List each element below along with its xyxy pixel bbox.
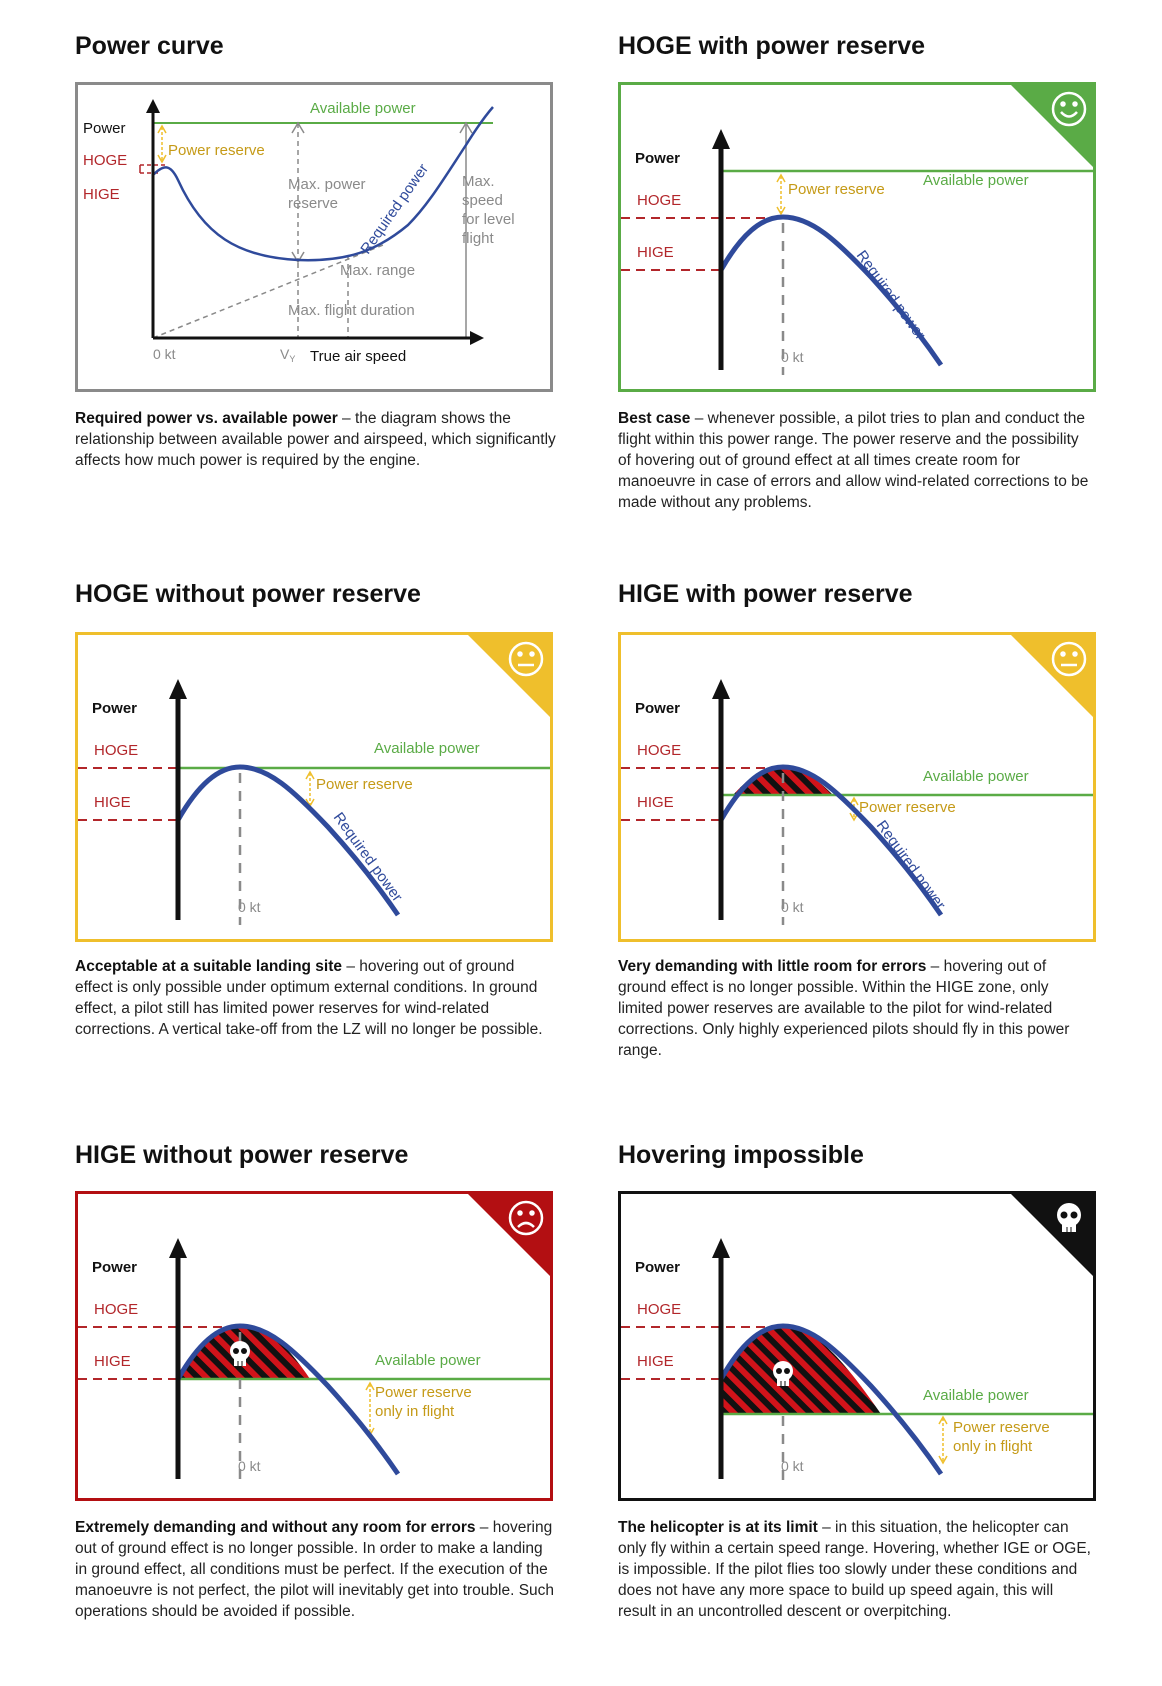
label-max-speed-1: Max. bbox=[462, 173, 495, 190]
label-available-power: Available power bbox=[923, 172, 1029, 189]
label-hige: HIGE bbox=[637, 1353, 674, 1370]
label-hoge: HOGE bbox=[637, 1301, 682, 1318]
label-zero-kt: 0 kt bbox=[781, 1458, 804, 1474]
panel-title: HOGE without power reserve bbox=[75, 580, 421, 608]
power-curve-diagram bbox=[78, 85, 550, 389]
label-available-power: Available power bbox=[374, 740, 480, 757]
label-power-reserve: Power reserve bbox=[316, 776, 413, 793]
label-hige: HIGE bbox=[83, 186, 120, 203]
label-hoge: HOGE bbox=[94, 1301, 139, 1318]
label-required-power: Required power bbox=[329, 809, 406, 906]
panel-hige-with-reserve bbox=[618, 580, 1098, 1059]
panel-title: Power curve bbox=[75, 32, 224, 60]
panel-description: The helicopter is at its limit – in this situation, the helicopter can only fly within a certain speed range. Hovering, whether IGE or OGE, is impossible. If the pilot flies too slowly under these conditions and does not have any more space to build up speed again, this will result in an uncontrolled descent or overpitching. bbox=[618, 1519, 1091, 1620]
hovering-impossible-diagram bbox=[621, 1194, 1093, 1498]
panel-hoge-with-reserve bbox=[618, 32, 1098, 512]
label-power: Power bbox=[83, 120, 126, 137]
label-required-power: Required power bbox=[852, 247, 929, 344]
required-power-curve bbox=[721, 217, 941, 365]
label-required-power: Required power bbox=[357, 160, 433, 258]
label-power: Power bbox=[635, 1259, 681, 1276]
label-hoge: HOGE bbox=[94, 742, 139, 759]
hoge-without-reserve-diagram bbox=[78, 635, 550, 939]
diagram-frame bbox=[618, 632, 1096, 942]
arrow-icon bbox=[169, 1238, 187, 1258]
label-power: Power bbox=[92, 1259, 138, 1276]
label-max-flight-duration: Max. flight duration bbox=[288, 302, 415, 319]
label-hige: HIGE bbox=[637, 244, 674, 261]
label-power: Power bbox=[92, 700, 138, 717]
label-max-power-reserve-2: reserve bbox=[288, 195, 339, 212]
diagram-frame bbox=[618, 1191, 1096, 1501]
label-hoge: HOGE bbox=[83, 152, 128, 169]
panel-description: Required power vs. available power – the diagram shows the relationship between available power and airspeed, which significantly affects how much power is required by the engine. bbox=[75, 410, 556, 469]
corner-badge bbox=[1011, 1194, 1093, 1276]
label-power-reserve: Power reserve bbox=[788, 181, 885, 198]
label-max-speed-4: flight bbox=[462, 230, 494, 247]
label-only-in-flight: only in flight bbox=[953, 1438, 1033, 1455]
label-available-power: Available power bbox=[923, 1387, 1029, 1404]
arrow-icon bbox=[470, 331, 484, 345]
label-zero-kt: 0 kt bbox=[781, 899, 804, 915]
diagram-frame bbox=[75, 632, 553, 942]
label-zero-kt: 0 kt bbox=[238, 1458, 261, 1474]
panel-power-curve bbox=[75, 32, 575, 472]
panel-title: HOGE with power reserve bbox=[618, 32, 926, 60]
label-required-power: Required power bbox=[872, 817, 949, 914]
label-available-power: Available power bbox=[310, 100, 416, 117]
label-hoge: HOGE bbox=[637, 742, 682, 759]
label-max-range: Max. range bbox=[340, 262, 416, 279]
label-power-reserve: Power reserve bbox=[168, 142, 265, 159]
panel-hige-without-reserve bbox=[75, 1141, 575, 1620]
label-true-air-speed: True air speed bbox=[310, 348, 407, 365]
label-max-speed-2: speed bbox=[462, 192, 503, 209]
label-power-reserve: Power reserve bbox=[953, 1419, 1050, 1436]
label-power-reserve: Power reserve bbox=[859, 799, 956, 816]
label-hoge: HOGE bbox=[637, 192, 682, 209]
label-zero-kt: 0 kt bbox=[781, 349, 804, 365]
label-hige: HIGE bbox=[94, 794, 131, 811]
hige-with-reserve-diagram bbox=[621, 635, 1093, 939]
panel-description: Very demanding with little room for errors – hovering out of ground effect is no longer possible. Within the HIGE zone, only limited power reserves are available to the pilot for wind-related corrections. Only highly experienced pilots should fly in this power range. bbox=[618, 958, 1070, 1059]
panel-description: Acceptable at a suitable landing site – hovering out of ground effect is only possible under optimum external conditions. In ground effect, a pilot still has limited power reserves for wind-related corrections. A vertical take-off from the LZ will no longer be possible. bbox=[75, 958, 543, 1038]
arrow-icon bbox=[712, 679, 730, 699]
label-max-speed-3: for level bbox=[462, 211, 515, 228]
label-zero-kt: 0 kt bbox=[153, 346, 176, 362]
label-hige: HIGE bbox=[637, 794, 674, 811]
hige-without-reserve-diagram bbox=[78, 1194, 550, 1498]
label-available-power: Available power bbox=[375, 1352, 481, 1369]
label-only-in-flight: only in flight bbox=[375, 1403, 455, 1420]
label-max-power-reserve: Max. power bbox=[288, 176, 366, 193]
arrow-icon bbox=[169, 679, 187, 699]
panel-title: HIGE without power reserve bbox=[75, 1141, 409, 1169]
diagram-frame bbox=[75, 82, 553, 392]
panel-description: Extremely demanding and without any room for errors – hovering out of ground effect is no longer possible. In order to make a landing in ground effect, all conditions must be perfect. If the execution of the manoeuvre is not perfect, the pilot will inevitably get into trouble. Such operations should be avoided if possible. bbox=[75, 1519, 555, 1620]
arrow-icon bbox=[146, 99, 160, 113]
arrow-icon bbox=[712, 1238, 730, 1258]
diagram-frame bbox=[618, 82, 1096, 392]
label-hige: HIGE bbox=[94, 1353, 131, 1370]
hoge-with-reserve-diagram bbox=[621, 85, 1093, 389]
panel-hoge-without-reserve bbox=[75, 580, 575, 1040]
label-power: Power bbox=[635, 700, 681, 717]
label-power-reserve: Power reserve bbox=[375, 1384, 472, 1401]
panel-title: Hovering impossible bbox=[618, 1141, 864, 1169]
arrow-icon bbox=[712, 129, 730, 149]
panel-title: HIGE with power reserve bbox=[618, 580, 913, 608]
diagram-frame bbox=[75, 1191, 553, 1501]
panel-hovering-impossible bbox=[618, 1141, 1098, 1620]
label-available-power: Available power bbox=[923, 768, 1029, 785]
label-vy: $V_Y$ bbox=[280, 346, 296, 364]
label-zero-kt: 0 kt bbox=[238, 899, 261, 915]
label-power: Power bbox=[635, 150, 681, 167]
panel-description: Best case – whenever possible, a pilot tries to plan and conduct the flight within this power range. The power reserve and the possibility of hovering out of ground effect at all times create room for manoeuvre in case of errors and allow wind-related corrections to be made without any problems. bbox=[618, 410, 1089, 511]
